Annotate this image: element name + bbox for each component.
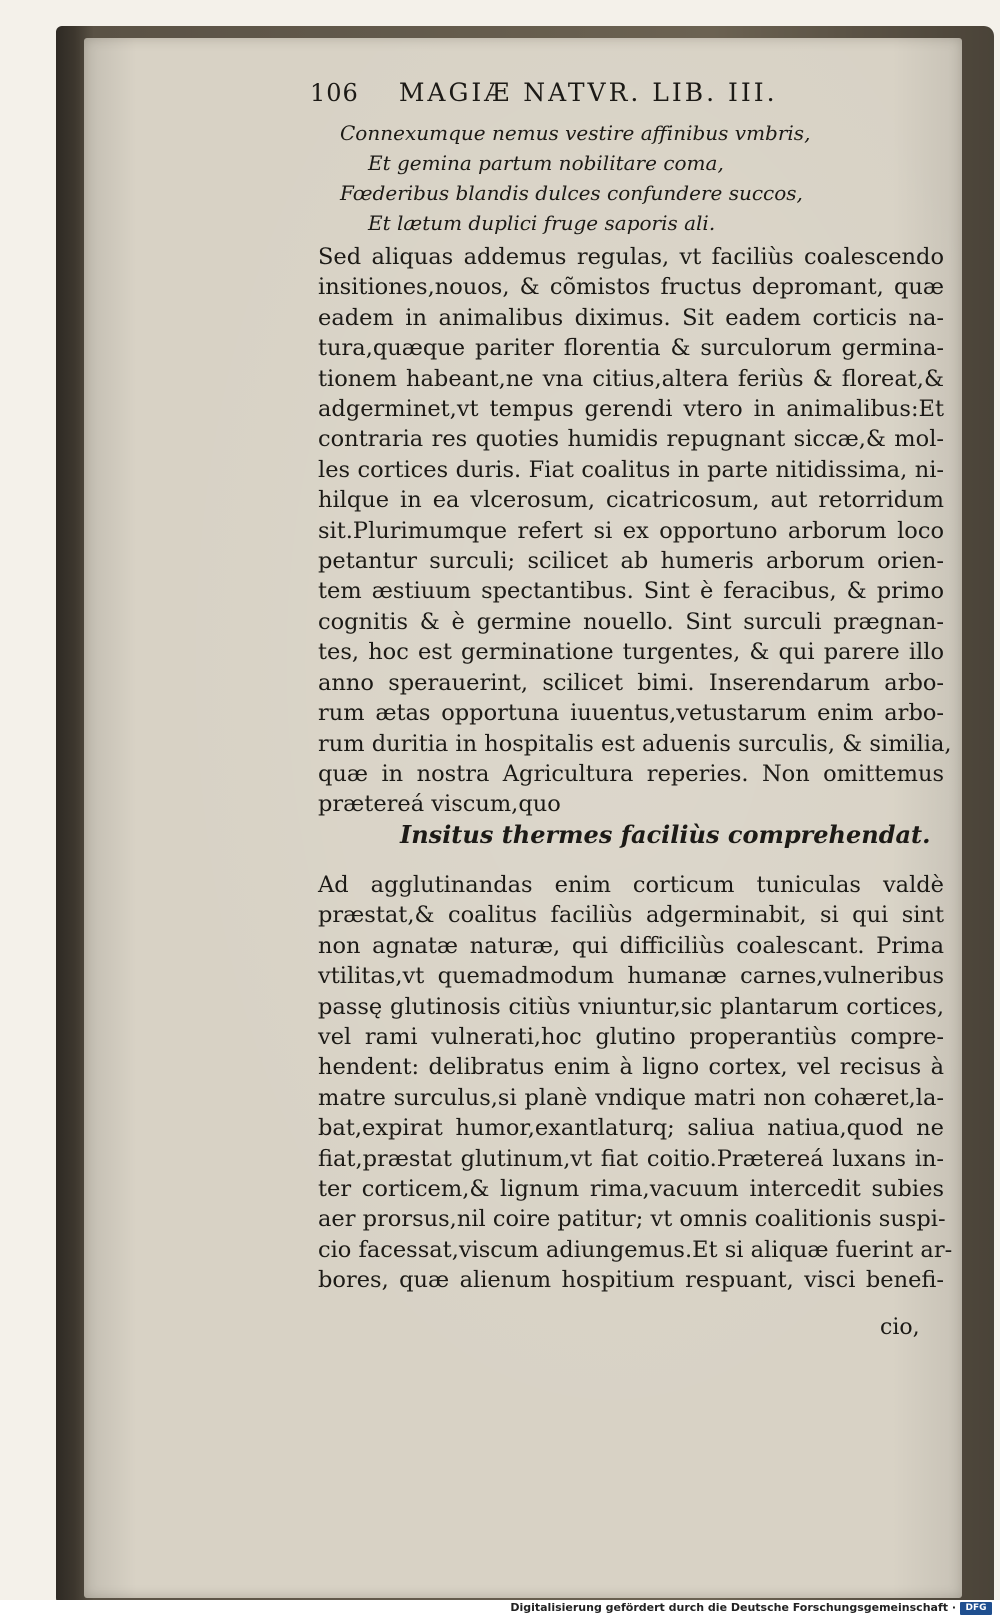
- text-line: ter corticem,& lignum rima,vacuum intercedit subies: [318, 1176, 944, 1203]
- dfg-logo: [960, 1602, 992, 1615]
- dfg-logo-text: DFG: [965, 1603, 987, 1613]
- catchword: cio,: [880, 1315, 920, 1340]
- verse-block: [340, 118, 950, 238]
- text-line: matre surculus,si planè vndique matri non cohæret,la-: [318, 1084, 944, 1111]
- text-line: cognitis & è germine nouello. Sint surculi prægnan-: [318, 608, 944, 635]
- text-line: hendent: delibratus enim à ligno cortex, vel recisus à: [318, 1054, 944, 1081]
- text-line: sit.Plurimumque refert si ex opportuno arborum loco: [318, 517, 944, 544]
- text-line: petantur surculi; scilicet ab humeris arborum orien-: [318, 548, 944, 575]
- text-line: vtilitas,vt quemadmodum humanæ carnes,vulneribus: [318, 963, 944, 990]
- text-line: Sed aliquas addemus regulas, vt faciliùs coalescendo: [318, 244, 944, 270]
- text-line: adgerminet,vt tempus gerendi vtero in animalibus:Et: [318, 396, 944, 423]
- running-title: MAGIÆ NATVR. LIB. III.: [398, 78, 778, 107]
- text-line: præstat,& coalitus faciliùs adgerminabit, si qui sint: [318, 902, 944, 929]
- funding-credit: Digitalisierung gefördert durch die Deutsche Forschungsgemeinschaft ·: [510, 1601, 956, 1614]
- verse-line: Fœderibus blandis dulces confundere succos,: [340, 181, 803, 205]
- text-line: insitiones,nouos, & cõmistos fructus depromant, quæ: [318, 274, 944, 301]
- text-line: eadem in animalibus diximus. Sit eadem corticis na-: [318, 304, 944, 331]
- text-line: bores, quæ alienum hospitium respuant, visci benefi-: [318, 1267, 944, 1294]
- text-line: non agnatæ naturæ, qui difficiliùs coalescant. Prima: [318, 932, 944, 959]
- verse-line: Connexumque nemus vestire affinibus vmbris,: [340, 121, 811, 145]
- text-line: les cortices duris. Fiat coalitus in parte nitidissima, ni-: [318, 456, 944, 483]
- text-line: fiat,præstat glutinum,vt fiat coitio.Prætereá luxans in-: [318, 1145, 944, 1172]
- paragraph-2: [318, 870, 953, 1296]
- text-line: rum ætas opportuna iuuentus,vetustarum enim arbo-: [318, 700, 944, 727]
- text-line: cio facessat,viscum adiungemus.Et si aliquæ fuerint ar-: [318, 1236, 953, 1263]
- text-line: tes, hoc est germinatione turgentes, & qui parere illo: [318, 639, 944, 666]
- running-head: [310, 78, 870, 118]
- text-line: tem æstiuum spectantibus. Sint è feracibus, & primo: [318, 578, 944, 605]
- text-line: vel rami vulnerati,hoc glutino properantiùs compre-: [318, 1024, 944, 1051]
- text-line: passę glutinosis citiùs vniuntur,sic plantarum cortices,: [318, 993, 944, 1020]
- text-line: aer prorsus,nil coire patitur; vt omnis coalitionis suspi-: [318, 1206, 946, 1233]
- text-line: Ad agglutinandas enim corticum tuniculas valdè: [318, 872, 944, 898]
- text-line: prætereá viscum,quo: [318, 791, 561, 818]
- verse-line: Et lætum duplici fruge saporis ali.: [368, 211, 716, 235]
- text-line: hilque in ea vlcerosum, cicatricosum, aut retorridum: [318, 487, 944, 514]
- paragraph-1: [318, 242, 952, 820]
- text-line: tionem habeant,ne vna citius,altera feriùs & floreat,&: [318, 365, 944, 392]
- verse-line: Et gemina partum nobilitare coma,: [368, 151, 724, 175]
- page-number: 106: [310, 79, 359, 107]
- text-line: bat,expirat humor,exantlaturq; saliua natiua,quod ne: [318, 1115, 944, 1142]
- section-subheading: Insitus thermes faciliùs comprehendat.: [400, 820, 931, 849]
- footer-bar: [0, 1600, 1000, 1618]
- text-line: anno sperauerint, scilicet bimi. Inserendarum arbo-: [318, 669, 944, 696]
- text-line: rum duritia in hospitalis est aduenis surculis, & similia,: [318, 730, 952, 757]
- text-line: contraria res quoties humidis repugnant siccæ,& mol-: [318, 426, 944, 453]
- text-line: quæ in nostra Agricultura reperies. Non omittemus: [318, 760, 944, 787]
- text-line: tura,quæque pariter florentia & surculorum germina-: [318, 335, 944, 362]
